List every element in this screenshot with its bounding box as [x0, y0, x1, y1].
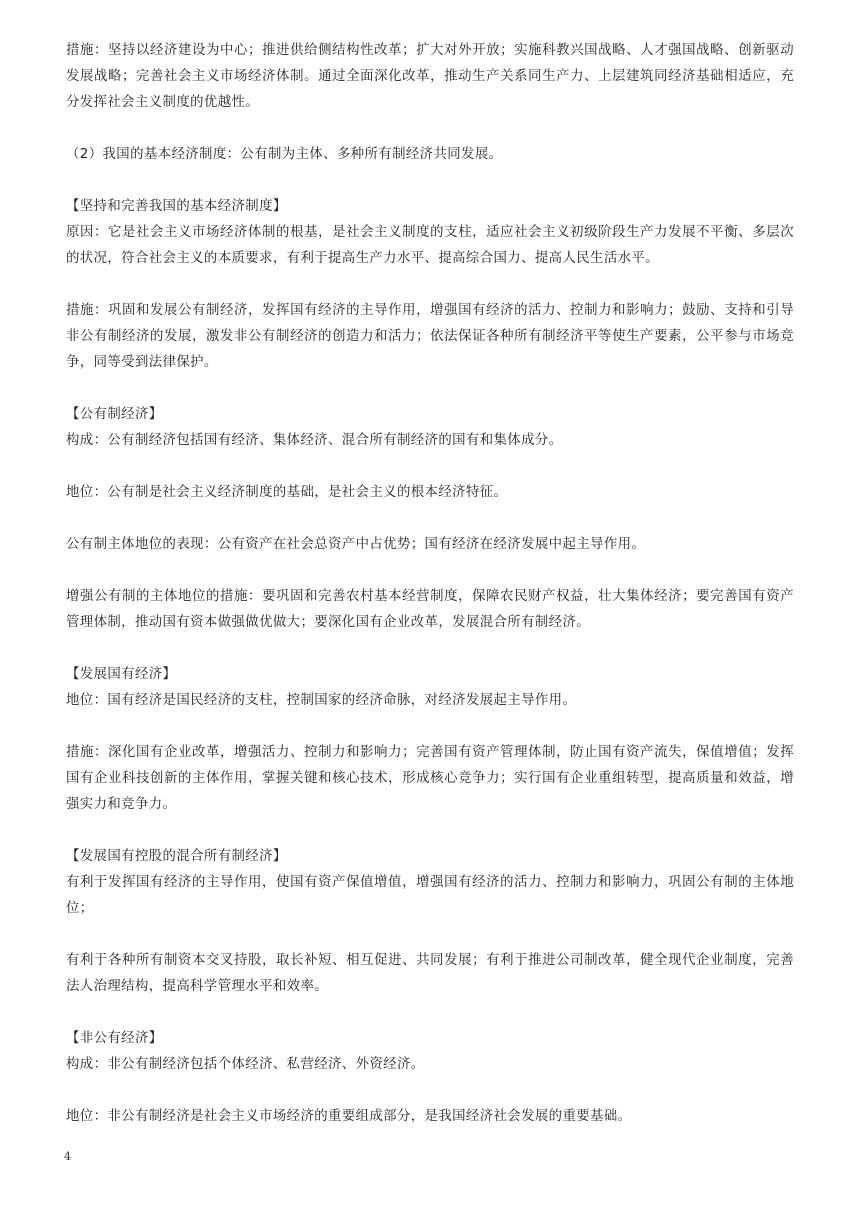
paragraph-gap: [66, 558, 794, 584]
paragraph-gap: [66, 1000, 794, 1026]
paragraph: 地位：公有制是社会主义经济制度的基础，是社会主义的根本经济特征。: [66, 485, 508, 500]
paragraph: 地位：国有经济是国民经济的支柱，控制国家的经济命脉，对经济发展起主导作用。: [66, 693, 577, 708]
paragraph: 有利于发挥国有经济的主导作用，使国有资产保值增值，增强国有经济的活力、控制力和影响力，巩固公有制的主体地位；: [66, 875, 794, 916]
paragraph: 措施：坚持以经济建设为中心；推进供给侧结构性改革；扩大对外开放；实施科教兴国战略、人才强国战略、创新驱动发展战略；完善社会主义市场经济体制。通过全面深化改革，推动生产关系同生产力、上层建筑同经济基础相适应，充分发挥社会主义制度的优越性。: [66, 43, 794, 110]
paragraph: 措施：巩固和发展公有制经济，发挥国有经济的主导作用，增强国有经济的活力、控制力和影响力；鼓励、支持和引导非公有制经济的发展，激发非公有制经济的创造力和活力；依法保证各种所有制经济平等使生产要素，公平参与市场竞争，同等受到法律保护。: [66, 303, 794, 370]
section-heading: 【发展国有经济】: [66, 667, 177, 682]
paragraph: 措施：深化国有企业改革，增强活力、控制力和影响力；完善国有资产管理体制，防止国有资产流失，保值增值；发挥国有企业科技创新的主体作用，掌握关键和核心技术，形成核心竞争力；实行国有企业重组转型，提高质量和效益，增强实力和竞争力。: [66, 745, 794, 812]
paragraph: 公有制主体地位的表现：公有资产在社会总资产中占优势；国有经济在经济发展中起主导作用。: [66, 537, 646, 552]
paragraph: 原因：它是社会主义市场经济体制的根基，是社会主义制度的支柱，适应社会主义初级阶段生产力发展不平衡、多层次的状况，符合社会主义的本质要求，有利于提高生产力水平、提高综合国力、提高人民生活水平。: [66, 225, 794, 266]
document-body: [66, 38, 794, 1130]
section-heading: 【发展国有控股的混合所有制经济】: [66, 849, 287, 864]
paragraph: 构成：非公有制经济包括个体经济、私营经济、外资经济。: [66, 1057, 425, 1072]
paragraph-gap: [66, 168, 794, 194]
paragraph: 地位：非公有制经济是社会主义市场经济的重要组成部分，是我国经济社会发展的重要基础。: [66, 1109, 632, 1124]
paragraph-gap: [66, 922, 794, 948]
section-heading: 【非公有经济】: [66, 1031, 163, 1046]
paragraph-gap: [66, 506, 794, 532]
paragraph: 增强公有制的主体地位的措施：要巩固和完善农村基本经营制度，保障农民财产权益，壮大集体经济；要完善国有资产管理体制，推动国有资本做强做优做大；要深化国有企业改革，发展混合所有制经济。: [66, 589, 794, 630]
paragraph-gap: [66, 116, 794, 142]
paragraph-gap: [66, 272, 794, 298]
paragraph: （2）我国的基本经济制度：公有制为主体、多种所有制经济共同发展。: [66, 147, 503, 162]
paragraph-gap: [66, 376, 794, 402]
paragraph-gap: [66, 714, 794, 740]
paragraph-gap: [66, 454, 794, 480]
section-heading: 【公有制经济】: [66, 407, 163, 422]
page-number: 4: [64, 1150, 71, 1163]
paragraph-gap: [66, 1078, 794, 1104]
section-heading: 【坚持和完善我国的基本经济制度】: [66, 199, 287, 214]
paragraph: 有利于各种所有制资本交叉持股，取长补短、相互促进、共同发展；有利于推进公司制改革，健全现代企业制度，完善法人治理结构，提高科学管理水平和效率。: [66, 953, 794, 994]
paragraph-gap: [66, 818, 794, 844]
paragraph: 构成：公有制经济包括国有经济、集体经济、混合所有制经济的国有和集体成分。: [66, 433, 563, 448]
paragraph-gap: [66, 636, 794, 662]
